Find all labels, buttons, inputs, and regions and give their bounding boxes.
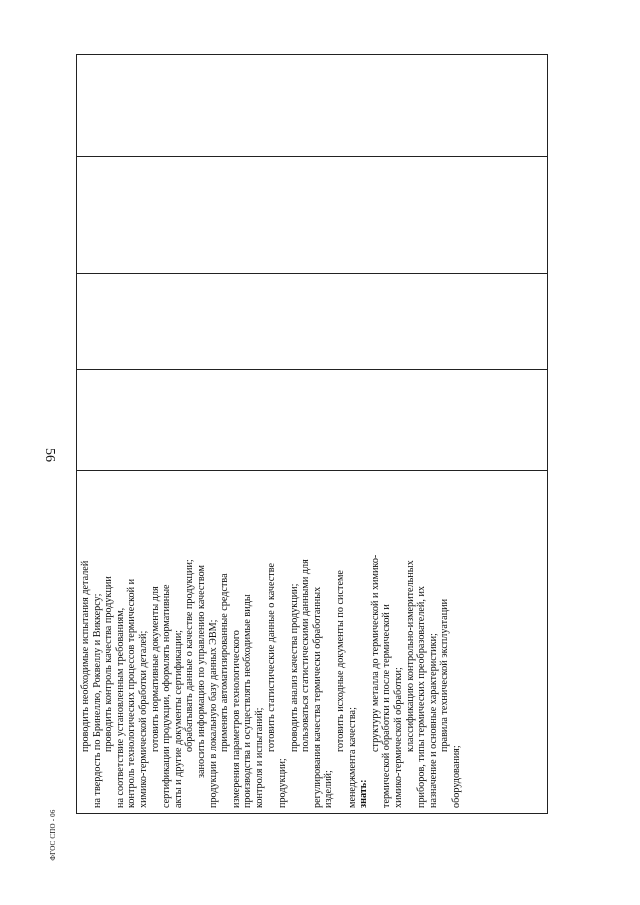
text-line: применять автоматизированные средства <box>219 573 231 752</box>
text-line: изделий; <box>323 770 335 808</box>
text-line: структуру металла до термической и химико- <box>369 554 381 752</box>
text-line: проводить контроль качества продукции <box>103 576 115 752</box>
text-line: назначение и основные характеристики; <box>427 633 439 808</box>
document-footer: ФГОС СПО - 06 <box>49 809 57 861</box>
text-line: на твердость по Бринеллю, Роквеллу и Виккерсу; <box>91 593 103 808</box>
text-line: продукции в локальную базу данных ЭВМ; <box>207 619 219 808</box>
text-line: проводить необходимые испытания деталей <box>80 560 91 752</box>
text-line: продукции; <box>277 758 289 808</box>
text-line: химико-термической обработки; <box>393 667 405 808</box>
text-line: проводить анализ качества продукции; <box>288 583 300 752</box>
text-line: акты и другие документы сертификации; <box>172 629 184 808</box>
table-row-divider <box>77 369 547 370</box>
text-line: пользоваться статистическими данными для <box>300 559 312 752</box>
text-line: химико-термической обработки деталей; <box>137 630 149 808</box>
text-line: на соответствие установленным требованиям, <box>114 607 126 808</box>
text-line: правила технической эксплуатации <box>439 598 451 752</box>
text-line: готовить нормативные документы для <box>149 586 161 752</box>
text-line: приборов, типы термических преобразователей, их <box>416 585 428 808</box>
text-line: готовить исходные документы по системе <box>335 570 347 752</box>
text-line: регулирования качества термически обработанных <box>311 586 323 808</box>
text-line: контроля и испытаний; <box>253 707 265 808</box>
text-line: обрабатывать данные о качестве продукции; <box>184 559 196 752</box>
text-line: готовить статистические данные о качестве <box>265 563 277 752</box>
text-line: сертификации продукции, оформлять нормативные <box>161 584 173 808</box>
table-row-divider <box>77 156 547 157</box>
text-line: оборудования; <box>451 745 462 808</box>
table-row-divider <box>77 273 547 274</box>
text-line: термической обработки и после термической и <box>381 604 393 808</box>
competency-text-cell <box>76 470 548 814</box>
text-line: заносить информацию по управлению качеством <box>195 565 207 778</box>
text-line: знать: <box>358 779 370 808</box>
text-line: измерения параметров технологического <box>230 630 242 808</box>
text-line: менеджмента качества; <box>346 707 358 808</box>
page-number: 56 <box>42 448 57 462</box>
text-line: классификацию контрольно-измерительных <box>404 560 416 752</box>
text-line: контроль технологических процессов термической и <box>126 578 138 808</box>
text-line: производства и осуществлять необходимые виды <box>242 594 254 808</box>
